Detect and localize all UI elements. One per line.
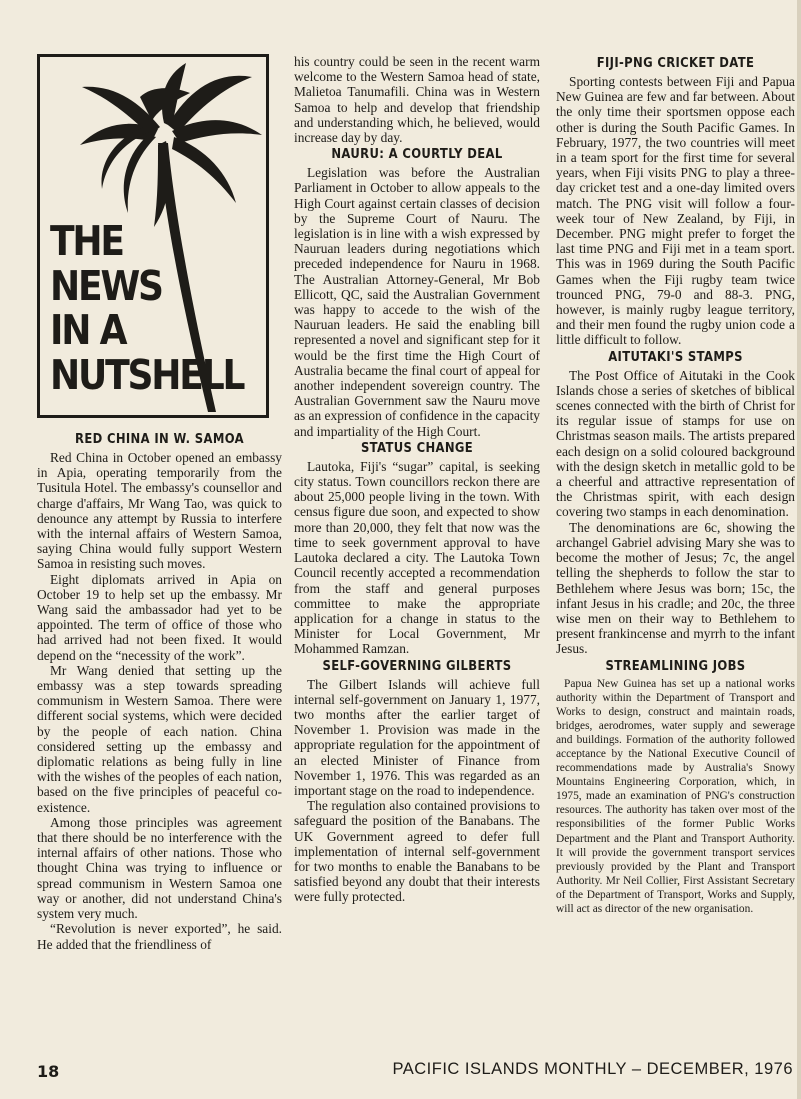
column-1 xyxy=(37,54,282,952)
news-in-a-nutshell-logo xyxy=(37,54,269,418)
headline-aitutaki-stamps: AITUTAKI'S STAMPS xyxy=(608,348,743,365)
headline-red-china: RED CHINA IN W. SAMOA xyxy=(75,431,244,447)
article-paragraph: his country could be seen in the recent warm welcome to the Western Samoa head of state, Malietoa Tanumafili. China was in Western Samoa to help and develop that friendship and understanding which, he believed, would increase day by day. xyxy=(294,54,540,146)
logo-line-news: NEWS xyxy=(50,261,162,310)
page-edge xyxy=(797,0,801,1099)
page-number: 18 xyxy=(37,1062,60,1081)
article-paragraph: Sporting contests between Fiji and Papua New Guinea are few and far between. About the only time their sportsmen oppose each other is during the South Pacific Games. In February, 1977, the two countries will meet in a team sport for the first time for several years, when Fiji visits PNG to play a three-day cricket test and a one-day limited overs match. The PNG visit will follow a four-week tour of New Zealand, by Fiji, in December. PNG might prefer to forget the last time PNG and Fiji met in a team sport. This was in 1969 during the South Pacific Games when the Fiji rugby team twice trounced PNG, 79-0 and 88-3. PNG, however, is mainly rugby league territory, and their men found the rugby union code a little difficult to follow. xyxy=(556,74,795,348)
logo-line-nutshell: NUTSHELL xyxy=(50,350,244,399)
headline-status-change: STATUS CHANGE xyxy=(360,439,474,456)
article-paragraph: “Revolution is never exported”, he said. He added that the friendliness of xyxy=(37,921,282,952)
article-paragraph: Legislation was before the Australian Parliament in October to allow appeals to the High Court against certain classes of decision by the Supreme Court of Nauru. The legislation is in line with a wish expressed by Nauruan leaders during negotiations which preceded independence for Nauru in 1968. The Australian Attorney-General, Mr Bob Ellicott, QC, said the Australian Government was happy to accede to the wish of the Nauruan leaders. He said the enabling bill represented a novel and significant step for it would be the first time the High Court of Australia became the final court of appeal for another independent sovereign country. The Australian Government saw the Nauru move as an expression of confidence in the capacity and impartiality of the High Court. xyxy=(294,165,540,439)
article-paragraph: The Gilbert Islands will achieve full internal self-government on January 1, 1977, two months after the earlier target of November 1. Provision was made in the appropriate regulation for the appointment of an elected Minister of Finance from November 1, 1976. This was regarded as an important stage on the road to independence. xyxy=(294,676,540,798)
masthead-footer: PACIFIC ISLANDS MONTHLY – DECEMBER, 1976 xyxy=(392,1060,793,1078)
article-paragraph: Mr Wang denied that setting up the embassy was a step towards spreading communism in Western Samoa. There were different social systems, which were decided by the people of each nation. China considered setting up the embassy and diplomatic relations as being fully in line with the wishes of the peoples of each nation, based on the five principles of peaceful co-existence. xyxy=(37,662,282,815)
headline-streamlining-jobs: STREAMLINING JOBS xyxy=(605,657,746,674)
article-paragraph: The denominations are 6c, showing the archangel Gabriel advising Mary she was to become the mother of Jesus; 7c, the angel telling the shepherds to follow the star to Bethlehem where Jesus was born; 15c, the infant Jesus in his cradle; and 20c, the three wise men on their way to Bethlehem to present frankincense and myrrh to the infant Jesus. xyxy=(556,519,795,657)
headline-nauru: NAURU: A COURTLY DEAL xyxy=(331,146,503,163)
headline-gilberts: SELF-GOVERNING GILBERTS xyxy=(322,657,512,674)
article-paragraph: Red China in October opened an embassy in Apia, operating temporarily from the Tusitula Hotel. The embassy's counsellor and charge d'affairs, Mr Wang Tao, was quick to denounce any attempt by Russia to interfere with the internal affairs of Western Samoa, saying China would fully support Western Samoa in resisting such moves. xyxy=(37,450,282,572)
column-2 xyxy=(294,54,540,905)
article-paragraph: Eight diplomats arrived in Apia on October 19 to help set up the embassy. Mr Wang said the ambassador had yet to be appointed. The term of office of those who had arrived had not been fixed. It would depend on the “necessity of the work”. xyxy=(37,571,282,663)
article-paragraph: Among those principles was agreement that there should be no interference with the internal affairs of other nations. Those who thought China was trying to influence or spread communism in Western Samoa one way or another, did not understand China's system very much. xyxy=(37,814,282,922)
article-paragraph: The Post Office of Aitutaki in the Cook Islands chose a series of sketches of biblical scenes connected with the birth of Christ for its regular issue of stamps for use on Christmas season mails. The artists prepared each design on a solid coloured background with the design sketch in metallic gold to be a cheerful and attractive representation of the Christmas spirit, with each design covering two stamps in each denomination. xyxy=(556,367,795,520)
article-paragraph: The regulation also contained provisions to safeguard the position of the Banabans. The UK Government agreed to defer full implementation of internal self-government for two months to enable the Banabans to be satisfied beyond any doubt that their interests were fully protected. xyxy=(294,798,540,905)
article-paragraph: Papua New Guinea has set up a national works authority within the Department of Transport and Works to design, construct and maintain roads, bridges, aerodromes, water supply and sewerage and buildings. Formation of the authority followed acceptance by the National Executive Council of recommendations made by Australia's Snowy Mountains Engineering Corporation, which, in 1975, made an examination of PNG's construction resources. The authority has taken over most of the responsibilities of the former Public Works Department and the Plant and Transport Authority. It will provide the government transport services previously provided by the Plant and Transport Authority. Mr Neil Collier, First Assistant Secretary of the Department of Transport, Works and Supply, will act as director of the new organisation. xyxy=(556,677,795,916)
logo-line-the: THE xyxy=(50,217,123,265)
headline-fiji-png-cricket: FIJI-PNG CRICKET DATE xyxy=(596,55,755,71)
column-3 xyxy=(556,54,795,916)
logo-title xyxy=(50,219,243,397)
logo-line-in-a: IN A xyxy=(50,306,126,354)
article-paragraph: Lautoka, Fiji's “sugar” capital, is seeking city status. Town councillors reckon there are about 25,000 people living in the town. With census figure due soon, and expected to show more than 20,000, they felt that now was the time to seek government approval to have Lautoka declared a city. The Lautoka Town Council recently accepted a recommendation from the staff and general purposes committee to make the appropriate application for a change in status to the Minister for Local Government, Mr Mohammed Ramzan. xyxy=(294,458,540,657)
